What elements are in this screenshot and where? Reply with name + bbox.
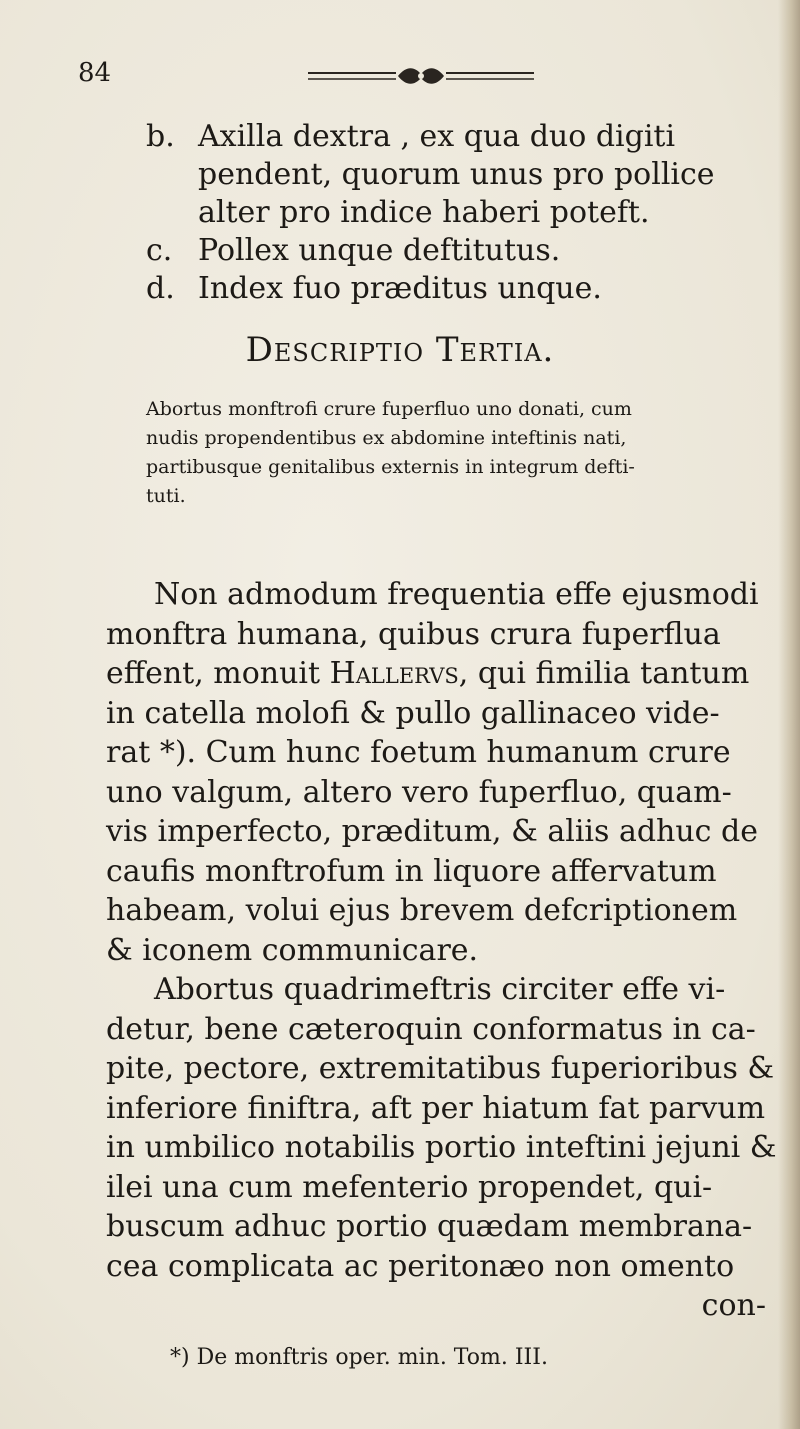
abstract-line: nudis propendentibus ex abdomine inteftinis nati, <box>146 427 627 449</box>
text-line: inferiore finiftra, aft per hiatum fat parvum <box>106 1090 766 1126</box>
text-line: in umbilico notabilis portio inteftini jejuni & <box>106 1130 777 1165</box>
legend-text: pendent, quorum unus pro pollice <box>198 157 715 192</box>
text-line: habeam, volui ejus brevem defcriptionem <box>106 893 738 928</box>
text-line: buscum adhuc portio quædam membrana- <box>106 1209 753 1244</box>
author-name: Hallervs <box>329 656 459 691</box>
legend-letter: c. <box>146 233 173 268</box>
text-segment: , qui fimilia tantum <box>458 656 750 691</box>
text-line: Non admodum frequentia effe ejusmodi <box>154 577 759 612</box>
legend-text: Axilla dextra , ex qua duo digiti <box>198 119 676 154</box>
page-edge-shadow <box>778 0 800 1429</box>
text-line: uno valgum, altero vero fuperfluo, quam- <box>106 774 732 810</box>
legend-entry <box>146 118 766 156</box>
page-number: 84 <box>78 58 112 88</box>
footnote: *) De monftris oper. min. Tom. III. <box>170 1345 548 1370</box>
text-line: detur, bene cæteroquin conformatus in ca- <box>106 1011 756 1047</box>
abstract-line: partibusque genitalibus externis in integrum defti- <box>146 456 635 478</box>
text-line: pite, pectore, extremitatibus fuperioribus & <box>106 1051 775 1086</box>
legend-entry-continuation <box>198 156 766 194</box>
ornament-rule <box>306 64 536 90</box>
legend-text: Pollex unque deftitutus. <box>198 233 561 268</box>
text-line <box>106 654 766 694</box>
abstract-line: Abortus monftrofi crure fuperfluo uno donati, cum <box>146 398 632 420</box>
catchword: con- <box>701 1288 766 1323</box>
abstract-line: tuti. <box>146 485 186 507</box>
legend-letter: b. <box>146 119 175 154</box>
legend-entry <box>146 270 766 308</box>
text-line: in catella molofi & pullo gallinaceo vide- <box>106 695 720 731</box>
page-header <box>78 58 698 98</box>
text-line: caufis monftrofum in liquore affervatum <box>106 853 717 889</box>
figure-legend <box>146 118 766 308</box>
legend-letter: d. <box>146 271 175 306</box>
text-line: rat *). Cum hunc foetum humanum crure <box>106 735 731 770</box>
text-segment: effent, monuit <box>106 656 330 691</box>
legend-entry <box>146 232 766 270</box>
text-line: monftra humana, quibus crura fuperflua <box>106 616 721 652</box>
section-title: Descriptio Tertia. <box>245 330 555 370</box>
legend-text: alter pro indice haberi poteft. <box>198 195 650 230</box>
section-abstract <box>146 395 766 511</box>
text-line: ilei una cum mefenterio propendet, qui- <box>106 1169 713 1205</box>
text-line: Abortus quadrimeftris circiter effe vi- <box>154 972 726 1007</box>
text-line: vis imperfecto, præditum, & aliis adhuc de <box>106 814 758 849</box>
body-text <box>106 575 777 1326</box>
legend-entry-continuation <box>198 194 766 232</box>
text-line: & iconem communicare. <box>106 932 479 968</box>
legend-text: Index fuo præditus unque. <box>198 271 602 306</box>
text-line: cea complicata ac peritonæo non omento <box>106 1248 735 1284</box>
